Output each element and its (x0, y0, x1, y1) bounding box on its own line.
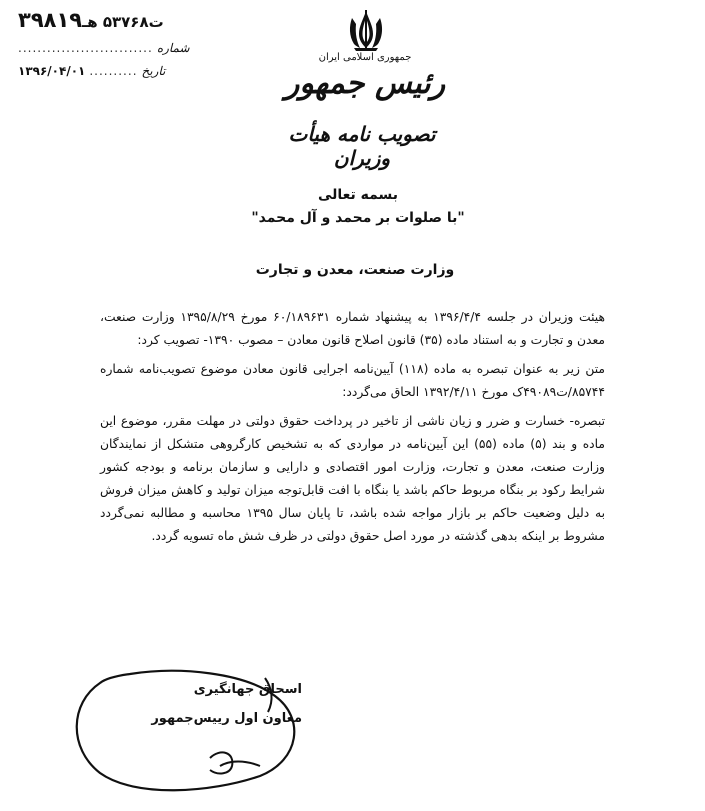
reference-block (18, 8, 228, 78)
date-label: تاریخ (141, 64, 166, 78)
number-line (18, 41, 228, 55)
paragraph-note: تبصره- خسارت و ضرر و زیان ناشی از تاخیر در پرداخت حقوق دولتی در مهلت مقرر، موضوع این ماده و بند (۵) ماده (۵۵) این آیین‌نامه در مواردی که به تشخیص کارگروهی متشکل از نمایندگان وزارت صنعت، معدن و تجارت، وزارت امور اقتصادی و دارایی و سازمان برنامه و بودجه کشور شرایط رکود بر بنگاه مربوط حاکم باشد یا بنگاه با افت قابل‌توجه میزان تولید و کاهش میزان فروش به دلیل وضعیت حاکم بر بازار مواجه شده باشد، تا پایان سال ۱۳۹۵ محاسبه و مطالبه نمی‌گردد مشروط بر اینکه بدهی گذشته در مورد اصل حقوق دولتی در ظرف شش ماه تسویه گردد. (100, 414, 605, 543)
addressee: وزارت صنعت، معدن و تجارت (255, 262, 455, 278)
paragraph-amendment: متن زیر به عنوان تبصره به ماده (۱۱۸) آیین‌نامه اجرایی قانون معادن موضوع تصویب‌نامه شماره ۸۵۷۴۴/ت۴۹۰۸۹ک مورخ ۱۳۹۲/۴/۱۱ الحاق می‌گردد: (100, 362, 605, 399)
signatory-title: معاون اول رییس‌جمهور (151, 711, 302, 726)
date-line (18, 64, 228, 78)
cabinet-decree-title: تصویب نامه هیأت وزیران (288, 122, 436, 170)
date-dots: .......... (89, 64, 138, 78)
reference-number (18, 8, 228, 32)
bismillah: بسمه تعالی (317, 187, 399, 203)
salawat: "با صلوات بر محمد و آل محمد" (251, 210, 465, 226)
president-title: رئیس جمهور (284, 66, 446, 101)
reference-number-print: ت۵۳۷۶۸ هـ (82, 13, 164, 31)
signatory-name: اسحاق جهانگیری (193, 682, 302, 697)
number-dots: ............................ (18, 41, 153, 55)
decree-body (100, 306, 605, 554)
date-value: ۱۳۹۶/۰۴/۰۱ (18, 64, 86, 78)
number-label: شماره (156, 41, 190, 55)
iran-emblem-icon (346, 8, 386, 52)
reference-number-handwritten: ۳۹۸۱۹ (18, 8, 83, 32)
paragraph-approval: هیئت وزیران در جلسه ۱۳۹۶/۴/۴ به پیشنهاد شماره ۶۰/۱۸۹۶۳۱ مورخ ۱۳۹۵/۸/۲۹ وزارت صنعت، معدن و تجارت و به استناد ماده (۳۵) قانون اصلاح قانون معادن – مصوب ۱۳۹۰- تصویب کرد: (100, 310, 605, 347)
republic-title: جمهوری اسلامی ایران (318, 52, 412, 63)
